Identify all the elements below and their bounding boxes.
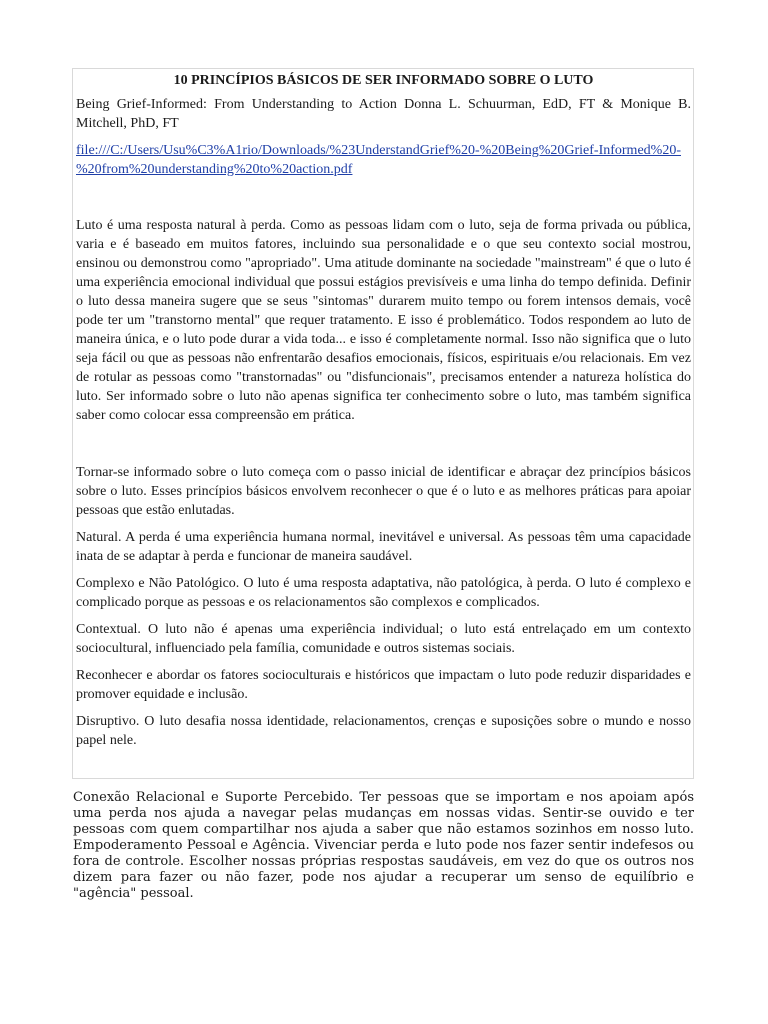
blank-line — [76, 433, 691, 463]
blank-line — [76, 187, 691, 216]
paragraph-complex: Complexo e Não Patológico. O luto é uma resposta adaptativa, não patológica, à perda. O luto é complexo e complicado porque as pessoas e os relacionamentos são complexos e complicados. — [76, 576, 691, 610]
citation: Being Grief-Informed: From Understanding to Action Donna L. Schuurman, EdD, FT & Monique B. Mitchell, PhD, FT — [76, 97, 691, 131]
paragraph-sociocultural: Reconhecer e abordar os fatores socioculturais e históricos que impactam o luto pode reduzir disparidades e promover equidade e inclusão. — [76, 668, 691, 702]
content-frame — [72, 68, 694, 779]
paragraph-natural: Natural. A perda é uma experiência humana normal, inevitável e universal. As pessoas têm uma capacidade inata de se adaptar à perda e funcionar de maneira saudável. — [76, 530, 691, 564]
paragraph-disruptive: Disruptivo. O luto desafia nossa identidade, relacionamentos, crenças e suposições sobre o mundo e nosso papel nele. — [76, 714, 691, 748]
paragraph-relational-connection: Conexão Relacional e Suporte Percebido. Ter pessoas que se importam e nos apoiam após uma perda nos ajuda a navegar pelas mudanças em nossas vidas. Sentir-se ouvido e ter pessoas com quem compartilhar nos ajuda a saber que não estamos sozinhos em nosso luto. Empoderamento Pessoal e Agência. Vivenciar perda e luto pode nos fazer sentir indefesos ou fora de controle. Escolher nossas próprias respostas saudáveis, em vez do que os outros nos dizem para fazer ou não fazer, pode nos ajudar a recuperar um senso de equilíbrio e "agência" pessoal. — [73, 790, 694, 901]
paragraph-contextual: Contextual. O luto não é apenas uma experiência individual; o luto está entrelaçado em um contexto sociocultural, influenciado pela família, comunidade e outros sistemas sociais. — [76, 622, 691, 656]
paragraph-intro: Luto é uma resposta natural à perda. Como as pessoas lidam com o luto, seja de forma privada ou pública, varia e é baseado em muitos fatores, incluindo sua personalidade e o que seu contexto social mostrou, ensinou ou demonstrou como "apropriado". Uma atitude dominante na sociedade "mainstream" é que o luto é uma experiência emocional individual que possui estágios previsíveis e uma linha do tempo definida. Definir o luto dessa maneira sugere que se seus "sintomas" durarem muito tempo ou forem intensos demais, você pode ter um "transtorno mental" que requer tratamento. E isso é problemático. Todos respondem ao luto de maneira única, e o luto pode durar a vida toda... e isso é completamente normal. Isso não significa que o luto seja fácil ou que as pessoas não enfrentarão desafios emocionais, físicos, espirituais e/ou relacionais. Em vez de rotular as pessoas como "transtornadas" ou "disfuncionais", precisamos entender a natureza holística do luto. Ser informado sobre o luto não apenas significa ter conhecimento sobre o luto, mas também significa saber como colocar essa compreensão em prática. — [76, 218, 691, 423]
document-title: 10 PRINCÍPIOS BÁSICOS DE SER INFORMADO SOBRE O LUTO — [173, 73, 594, 88]
paragraph-principles-intro: Tornar-se informado sobre o luto começa com o passo inicial de identificar e abraçar dez princípios básicos sobre o luto. Esses princípios básicos envolvem reconhecer o que é o luto e as melhores práticas para apoiar pessoas que estão enlutadas. — [76, 465, 691, 518]
source-link[interactable]: file:///C:/Users/Usu%C3%A1rio/Downloads/%23UnderstandGrief%20-%20Being%20Grief-Informed%20-%20from%20understanding%20to%20action.pdf — [76, 143, 681, 177]
